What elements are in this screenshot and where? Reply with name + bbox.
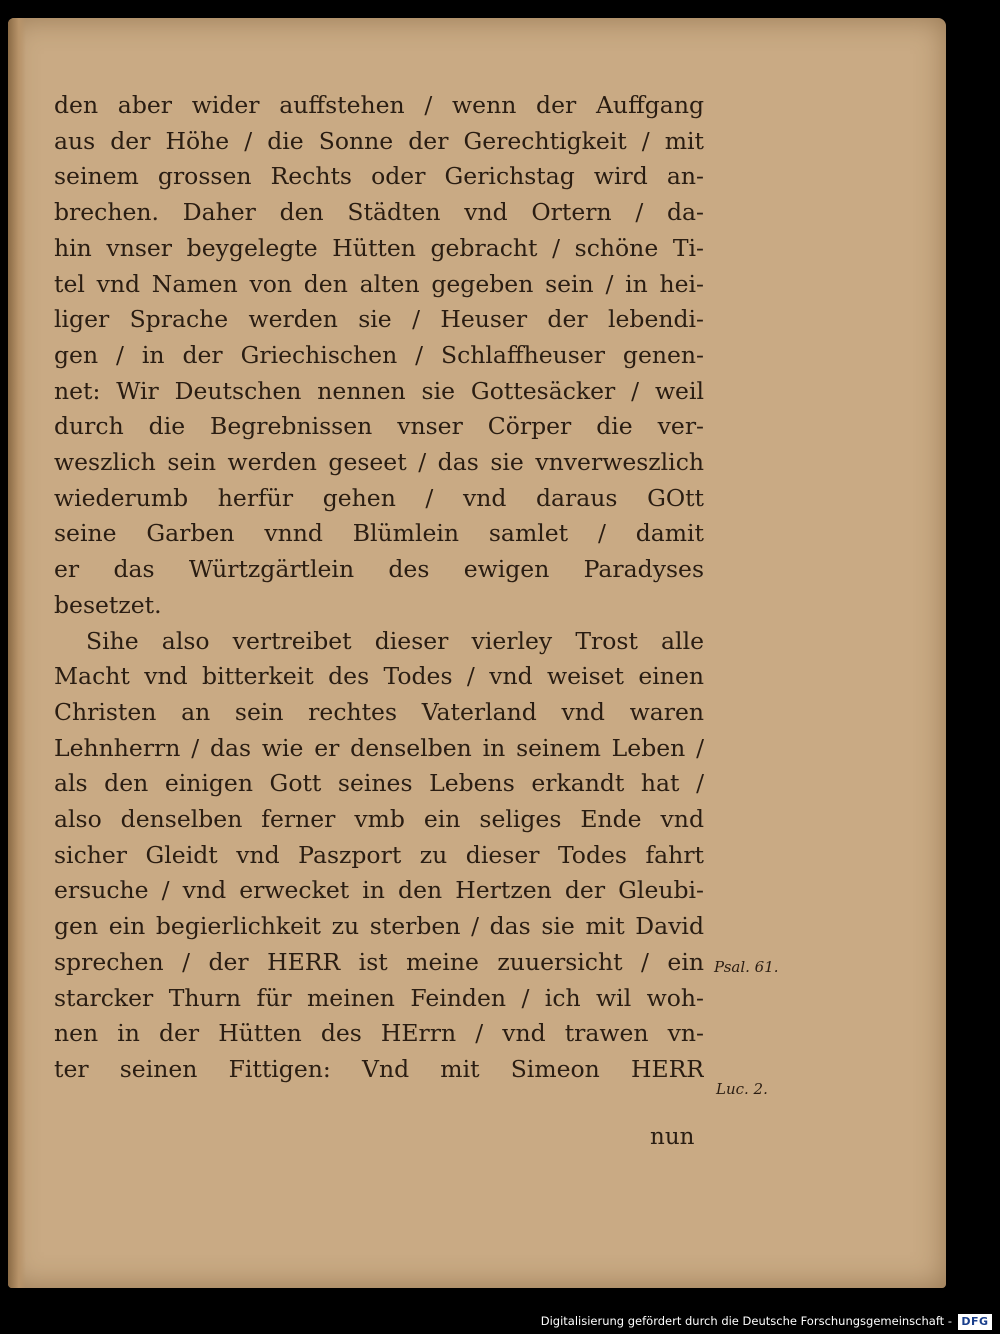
text-line: tel vnd Namen von den alten gegeben sein / in hei-	[54, 269, 704, 298]
page-body-text	[54, 88, 704, 1088]
text-line: gen / in der Griechischen / Schlaffheuser genen-	[54, 340, 704, 369]
text-line: er das Würtzgärtlein des ewigen Paradyses	[54, 555, 704, 584]
text-line: sicher Gleidt vnd Paszport zu dieser Todes fahrt	[54, 840, 704, 869]
text-line: weszlich sein werden geseet / das sie vnverweszlich	[54, 448, 704, 477]
text-line: aus der Höhe / die Sonne der Gerechtigkeit / mit	[54, 126, 704, 155]
funding-credit: Digitalisierung gefördert durch die Deutsche Forschungsgemeinschaft -	[540, 1314, 952, 1328]
paragraph-start-line: Sihe also vertreibet dieser vierley Trost alle	[86, 626, 704, 655]
text-line: Macht vnd bitterkeit des Todes / vnd weiset einen	[54, 662, 704, 691]
text-line: seinem grossen Rechts oder Gerichstag wird an-	[54, 162, 704, 191]
text-line: als den einigen Gott seines Lebens erkandt hat /	[54, 769, 704, 798]
marginal-note-psalm: Psal. 61.	[714, 958, 779, 976]
text-line: liger Sprache werden sie / Heuser der lebendi-	[54, 305, 704, 334]
text-line: Lehnherrn / das wie er denselben in seinem Leben /	[54, 733, 704, 762]
text-line: starcker Thurn für meinen Feinden / ich wil woh-	[54, 983, 704, 1012]
text-line: besetzet.	[54, 590, 162, 619]
text-line: den aber wider auffstehen / wenn der Auffgang	[54, 91, 704, 119]
text-line: brechen. Daher den Städten vnd Ortern / da-	[54, 198, 704, 227]
text-line: sprechen / der HERR ist meine zuuersicht / ein	[54, 947, 704, 976]
text-line: ter seinen Fittigen: Vnd mit Simeon HERR	[54, 1054, 704, 1083]
text-line: seine Garben vnnd Blümlein samlet / damit	[54, 519, 704, 548]
catchword: nun	[650, 1124, 695, 1150]
text-line: gen ein begierlichkeit zu sterben / das sie mit David	[54, 912, 704, 941]
text-line: hin vnser beygelegte Hütten gebracht / schöne Ti-	[54, 233, 704, 262]
marginal-note-luke: Luc. 2.	[716, 1080, 768, 1098]
text-line: durch die Begrebnissen vnser Cörper die ver-	[54, 412, 704, 441]
dfg-logo-icon: DFG	[958, 1314, 992, 1330]
text-line: nen in der Hütten des HErrn / vnd trawen vn-	[54, 1019, 704, 1048]
text-line: ersuche / vnd erwecket in den Hertzen der Gleubi-	[54, 876, 704, 905]
text-line: also denselben ferner vmb ein seliges Ende vnd	[54, 805, 704, 834]
page-gutter-edge	[8, 18, 26, 1288]
text-line: net: Wir Deutschen nennen sie Gottesäcker / weil	[54, 376, 704, 405]
text-line: Christen an sein rechtes Vaterland vnd waren	[54, 697, 704, 726]
text-line: wiederumb herfür gehen / vnd daraus GOtt	[54, 483, 704, 512]
